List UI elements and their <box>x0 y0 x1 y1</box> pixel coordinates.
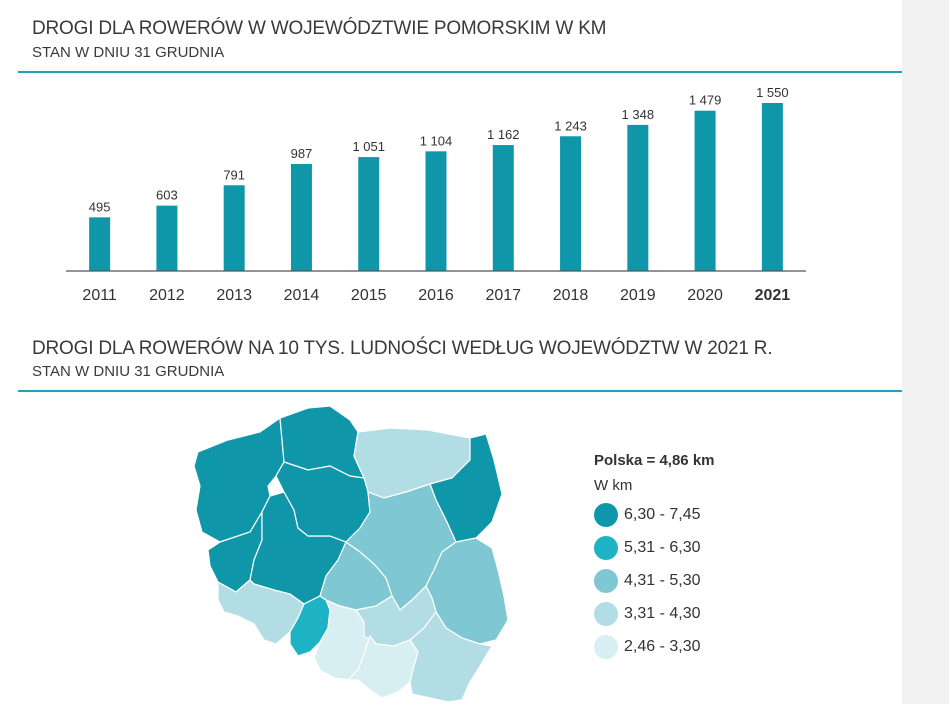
x-tick-2018: 2018 <box>552 287 589 304</box>
bar-2019 <box>627 125 648 271</box>
x-tick-2021: 2021 <box>754 287 791 304</box>
data-label-2019: 1 348 <box>621 106 655 122</box>
bar-2013 <box>224 185 245 271</box>
legend-swatch <box>594 635 618 659</box>
data-label-2017: 1 162 <box>486 127 520 143</box>
data-label-2021: 1 550 <box>756 85 789 100</box>
legend-swatch <box>594 503 618 527</box>
legend-swatch <box>594 602 618 626</box>
bar-2020 <box>695 111 716 271</box>
legend-range: 3,31 - 4,30 <box>624 604 701 622</box>
legend-range: 4,31 - 5,30 <box>624 571 701 589</box>
map-subtitle: STAN W DNIU 31 GRUDNIA <box>32 363 225 380</box>
legend-item <box>594 535 715 560</box>
x-tick-2019: 2019 <box>620 287 656 304</box>
data-label-2013: 791 <box>223 167 246 183</box>
bar-2018 <box>560 136 581 271</box>
data-label-2018: 1 243 <box>554 118 587 134</box>
x-tick-2013: 2013 <box>216 287 252 304</box>
legend-item <box>594 502 715 527</box>
voivodeship-map <box>180 400 520 704</box>
legend-range: 6,30 - 7,45 <box>624 505 701 523</box>
legend-swatch <box>594 536 618 560</box>
bar-2012 <box>156 206 177 271</box>
x-tick-2011: 2011 <box>82 287 117 304</box>
legend-item <box>594 568 715 593</box>
data-label-2016: 1 104 <box>419 133 453 149</box>
map-title: DROGI DLA ROWERÓW NA 10 TYS. LUDNOŚCI WEDŁUG WOJEWÓDZTW W 2021 R. <box>32 338 773 359</box>
bar-2011 <box>89 217 110 271</box>
legend-swatch <box>594 569 618 593</box>
bar-chart <box>0 0 949 320</box>
x-tick-2017: 2017 <box>485 287 522 304</box>
bar-2015 <box>358 157 379 271</box>
legend-range: 5,31 - 6,30 <box>624 538 701 556</box>
data-label-2014: 987 <box>290 146 313 162</box>
x-tick-2012: 2012 <box>149 287 185 304</box>
x-tick-2016: 2016 <box>418 287 454 304</box>
map-divider <box>18 390 902 392</box>
legend-range: 2,46 - 3,30 <box>624 637 701 655</box>
bar-2014 <box>291 164 312 271</box>
legend-summary: Polska = 4,86 km <box>594 452 715 469</box>
bar-chart-subtitle: STAN W DNIU 31 GRUDNIA <box>32 44 225 61</box>
bar-chart-title: DROGI DLA ROWERÓW W WOJEWÓDZTWIE POMORSKIM W KM <box>32 18 607 39</box>
data-label-2015: 1 051 <box>352 139 386 155</box>
bar-2021 <box>762 103 783 271</box>
legend-unit: W km <box>594 477 633 494</box>
bar-2017 <box>493 145 514 271</box>
data-label-2012: 603 <box>156 187 178 203</box>
x-tick-2014: 2014 <box>283 287 320 304</box>
x-tick-2020: 2020 <box>687 287 723 304</box>
legend-item <box>594 601 715 626</box>
data-label-2011: 495 <box>88 199 111 215</box>
bar-2016 <box>426 151 447 271</box>
x-tick-2015: 2015 <box>350 287 387 304</box>
data-label-2020: 1 479 <box>688 92 722 108</box>
legend-item <box>594 634 715 659</box>
map-legend <box>594 452 715 659</box>
